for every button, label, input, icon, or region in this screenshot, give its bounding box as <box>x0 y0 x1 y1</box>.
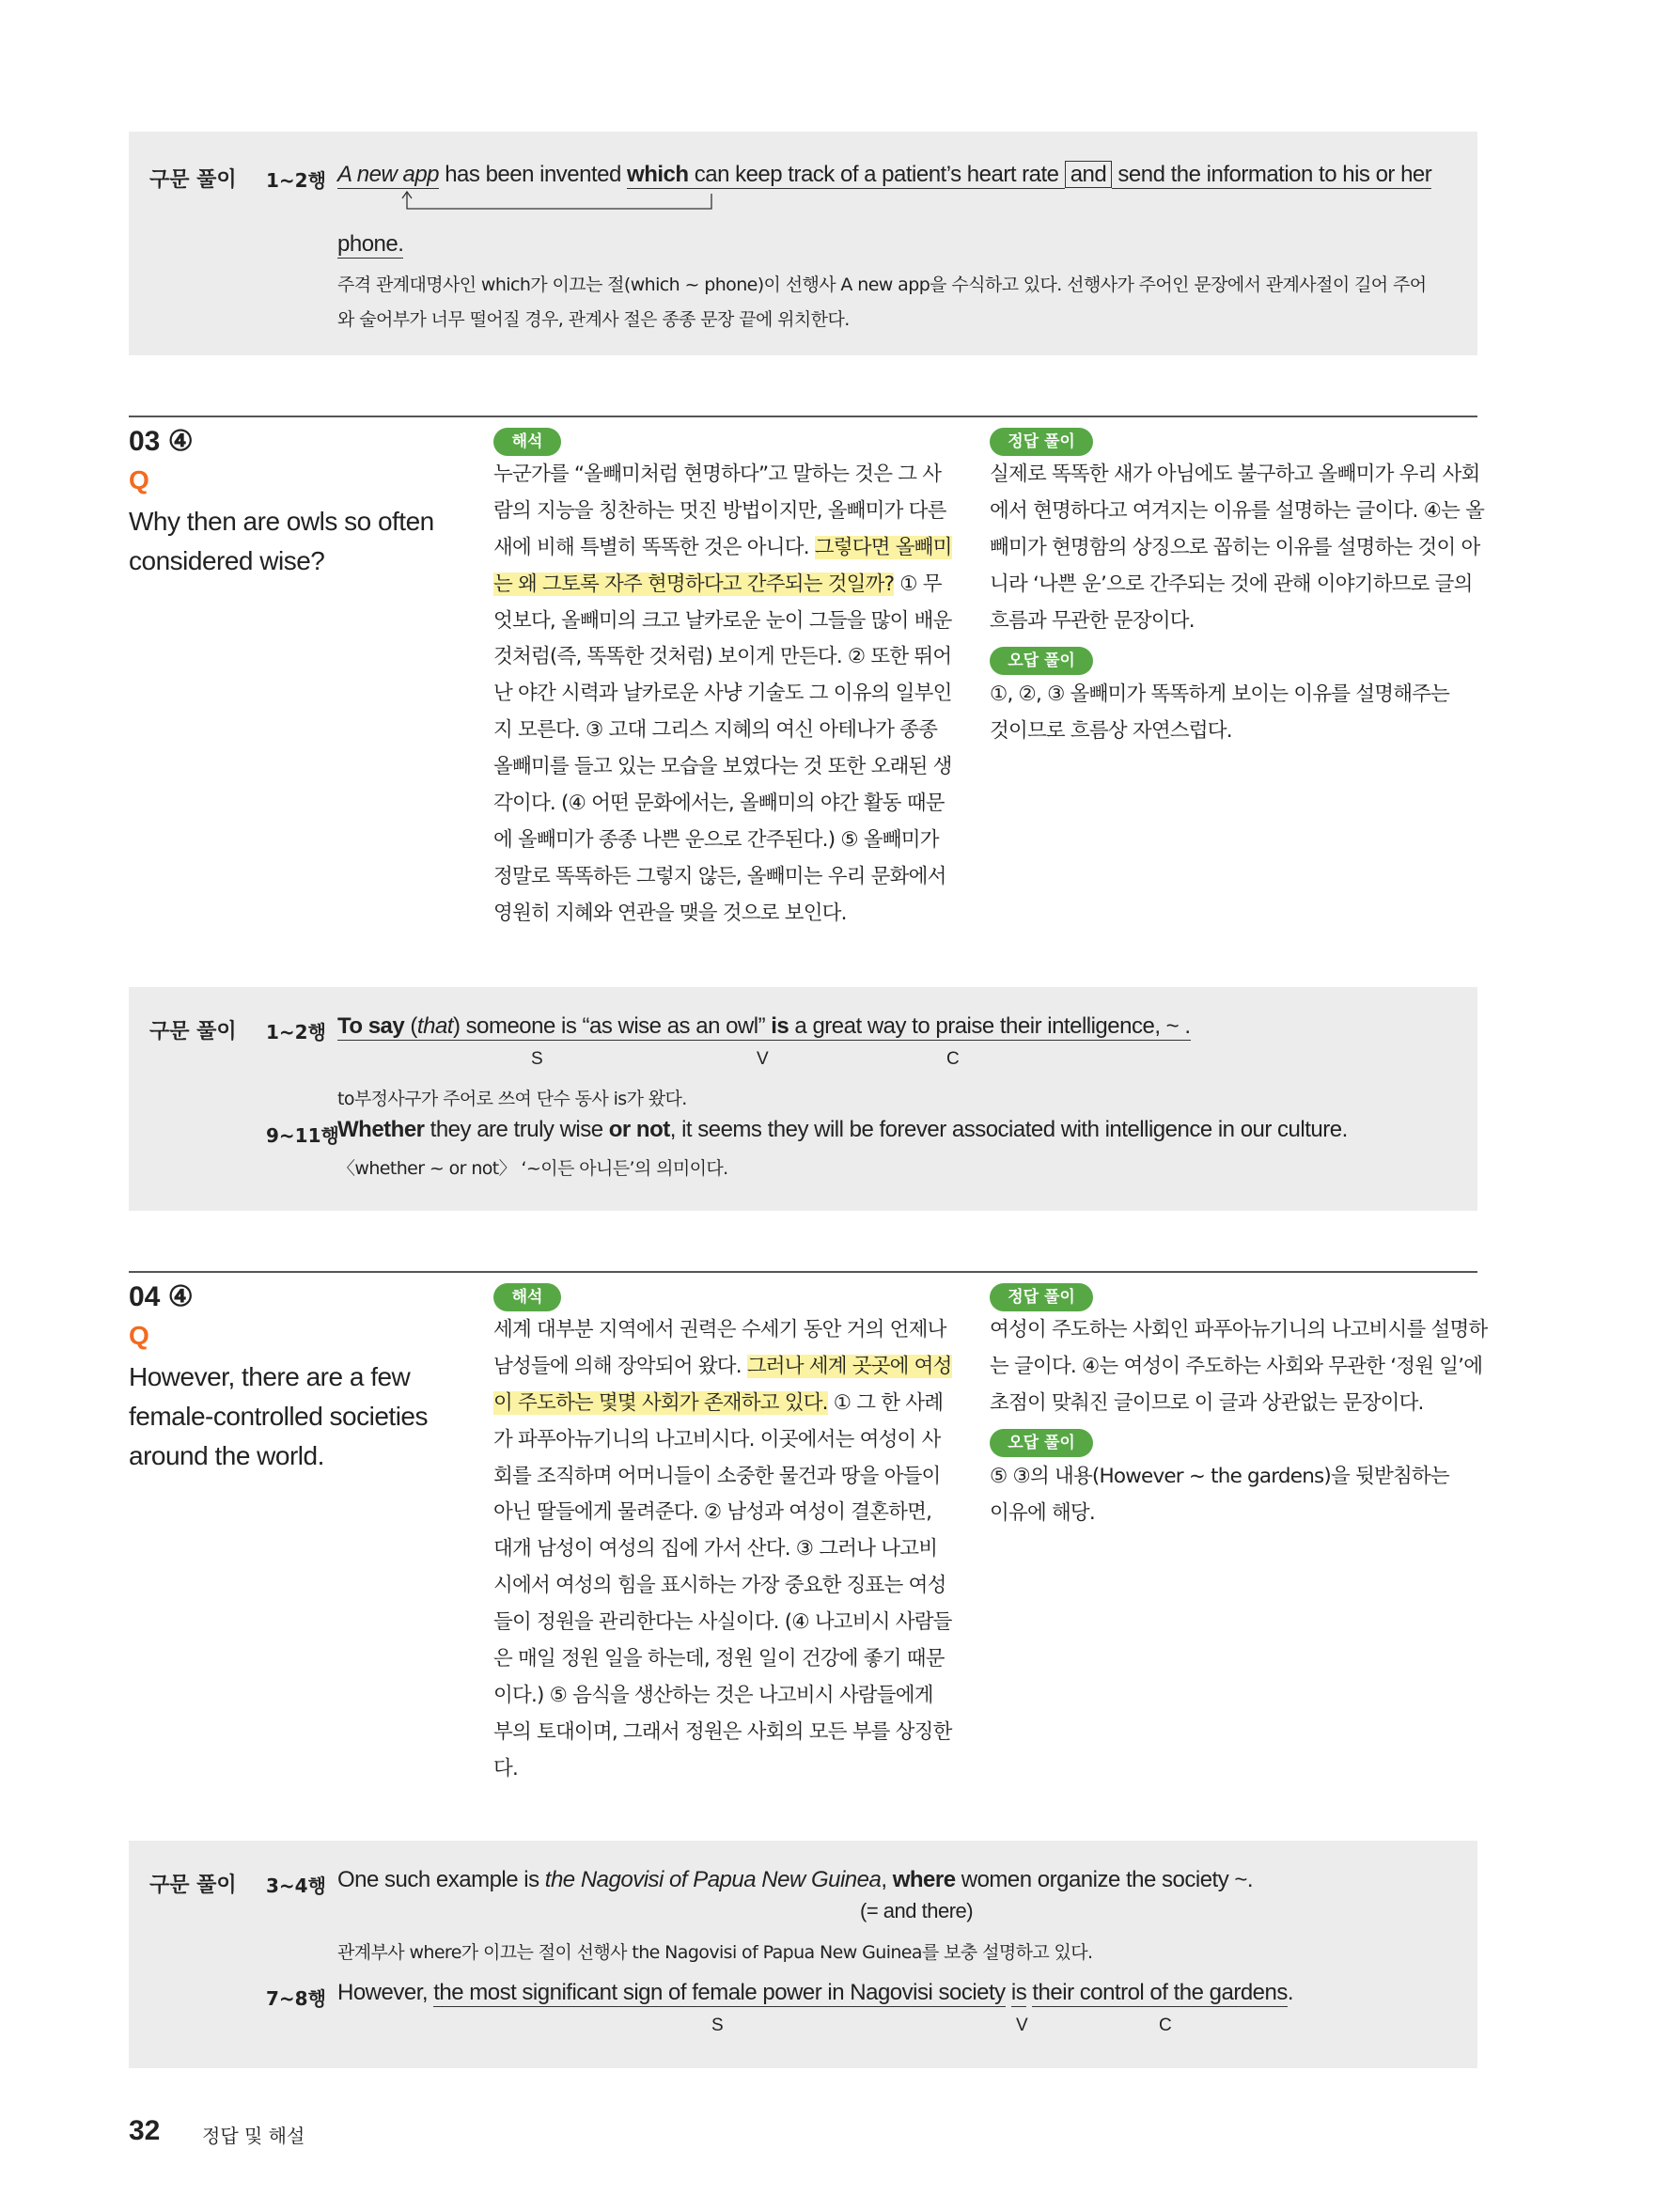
antecedent: A new app <box>337 162 440 187</box>
line-number: 1~2행 <box>266 1021 326 1043</box>
verb-label: V <box>757 1049 769 1069</box>
line-number: 7~8행 <box>266 1987 326 2010</box>
question-number: 03 ④ <box>129 426 194 457</box>
wrong-answer-badge: 오답 풀이 <box>990 647 1093 675</box>
syntax-label: 구문 풀이 <box>149 1874 237 1897</box>
highlight: 그렇다면 올빼미 <box>814 535 952 559</box>
explanation-note: 〈whether ~ or not〉 ‘~이든 아니든’의 의미이다. <box>337 1158 728 1179</box>
footer-label: 정답 및 해설 <box>202 2125 305 2147</box>
answer-explanation: 여성이 주도하는 사회인 파푸아뉴기니의 나고비시를 설명하 는 글이다. ④는 여성이 주도하는 사회와 무관한 ‘정원 일’에 초점이 맞춰진 글이므로 이 글과 상관없는 문장이다. <box>990 1318 1488 1415</box>
sentence-line: Whether they are truly wise or not, it seems they will be forever associated with intelligence in our culture. <box>337 1117 1348 1142</box>
line-number: 1~2행 <box>266 169 326 192</box>
subject-label: S <box>711 2016 724 2035</box>
question-number: 04 ④ <box>129 1281 194 1312</box>
main-verb: is <box>771 1013 789 1039</box>
wrong-answer-explanation: ⑤ ③의 내용(However ~ the gardens)을 뒷받침하는 이유에 해당. <box>990 1465 1449 1525</box>
line-number: 3~4행 <box>266 1875 326 1897</box>
wrong-answer-badge: 오답 풀이 <box>990 1429 1093 1457</box>
relative-adverb: where <box>892 1867 956 1892</box>
antecedent: the Nagovisi of Papua New Guinea <box>544 1867 882 1892</box>
question-text: However, there are a few female-controlled societies around the world. <box>129 1362 428 1470</box>
answer-explanation: 실제로 똑똑한 새가 아님에도 불구하고 올빼미가 우리 사회 에서 현명하다고 여겨지는 이유를 설명하는 글이다. ④는 올 빼미가 현명함의 상징으로 꼽히는 이유를 설명하는 것이 아 니라 ‘나쁜 운’으로 간주되는 것에 관해 이야기하므로 글의 흐름과 무관한 문장이다. <box>990 463 1485 633</box>
subject-label: S <box>531 1049 543 1069</box>
question-mark-icon: Q <box>129 1321 149 1350</box>
interpretation-badge: 해석 <box>493 428 561 456</box>
syntax-box-2 <box>129 987 1477 1211</box>
paraphrase: (= and there) <box>860 1899 974 1922</box>
explanation-note: to부정사구가 주어로 쓰여 단수 동사 is가 왔다. <box>337 1089 687 1109</box>
interpretation-text: 세계 대부분 지역에서 권력은 수세기 동안 거의 언제나 남성들에 의해 장악되어 왔다. 그러나 세계 곳곳에 여성 이 주도하는 몇몇 사회가 존재하고 있다. ① 그 한 사례 가 파푸아뉴기니의 나고비시다. 이곳에서는 여성이 사 회를 조직하며 어머니들이 소중한 물건과 땅을 아들이 아닌 딸들에게 물려준다. ② 남성과 여성이 결혼하면, 대개 남성이 여성의 집에 가서 산다. ③ 그러나 나고비 시에서 여성의 힘을 표시하는 가장 중요한 징표는 여성 들이 정원을 관리한다는 사실이다. (④ 나고비시 사람들 은 매일 정원 일을 하는데, 정원 일이 건강에 좋기 때문 이다.) ⑤ 음식을 생산하는 것은 나고비시 사람들에게 부의 토대이며, 그래서 정원은 사회의 모든 부를 상징한 다. <box>493 1318 952 1781</box>
highlight: 이 주도하는 몇몇 사회가 존재하고 있다. <box>493 1390 828 1415</box>
sentence-line: A new app has been invented which can keep track of a patient’s heart rate and send the information to his or her <box>337 162 1432 187</box>
highlight: 는 왜 그토록 자주 현명하다고 간주되는 것일까? <box>493 572 895 596</box>
sentence-line-continued: phone. <box>337 231 404 257</box>
question-text: Why then are owls so often considered wise? <box>129 507 434 575</box>
question-mark-icon: Q <box>129 465 149 494</box>
explanation-note: 관계부사 where가 이끄는 절이 선행사 the Nagovisi of Papua New Guinea를 보충 설명하고 있다. <box>337 1942 1093 1963</box>
complement-label: C <box>946 1049 960 1069</box>
boxed-conjunction: and <box>1065 161 1113 188</box>
highlight: 그러나 세계 곳곳에 여성 <box>746 1354 952 1378</box>
explanation-note: 와 술어부가 너무 떨어질 경우, 관계사 절은 종종 문장 끝에 위치한다. <box>337 309 850 330</box>
syntax-box-1 <box>129 132 1477 355</box>
syntax-box-3 <box>129 1841 1477 2068</box>
syntax-label: 구문 풀이 <box>149 1020 237 1043</box>
modifier-arrow <box>401 190 721 220</box>
sentence-line: To say (that) someone is “as wise as an owl” is a great way to praise their intelligence, ~ . <box>337 1013 1191 1039</box>
answer-badge: 정답 풀이 <box>990 428 1093 456</box>
relative-pronoun: which <box>627 162 689 187</box>
syntax-label: 구문 풀이 <box>149 168 237 192</box>
explanation-note: 주격 관계대명사인 which가 이끄는 절(which ~ phone)이 선행사 A new app을 수식하고 있다. 선행사가 주어인 문장에서 관계사절이 길어 주어 <box>337 275 1427 295</box>
wrong-answer-explanation: ①, ②, ③ 올빼미가 똑똑하게 보이는 이유를 설명해주는 것이므로 흐름상 자연스럽다. <box>990 682 1450 743</box>
complement-label: C <box>1159 2016 1172 2035</box>
section-divider <box>129 416 1477 417</box>
verb-label: V <box>1016 2016 1028 2035</box>
sentence-line: However, the most significant sign of female power in Nagovisi society is their control of the gardens. <box>337 1980 1294 2005</box>
answer-badge: 정답 풀이 <box>990 1283 1093 1311</box>
sentence-line: One such example is the Nagovisi of Papua New Guinea, where women organize the society ~. <box>337 1867 1254 1892</box>
interpretation-text: 누군가를 “올빼미처럼 현명하다”고 말하는 것은 그 사 람의 지능을 칭찬하는 멋진 방법이지만, 올빼미가 다른 새에 비해 특별히 똑똑한 것은 아니다. 그렇다면 올빼미 는 왜 그토록 자주 현명하다고 간주되는 것일까? ① 무 엇보다, 올빼미의 크고 날카로운 눈이 그들을 많이 배운 것처럼(즉, 똑똑한 것처럼) 보이게 만든다. ② 또한 뛰어 난 야간 시력과 날카로운 사냥 기술도 그 이유의 일부인 지 모른다. ③ 고대 그리스 지혜의 여신 아테나가 종종 올빼미를 들고 있는 모습을 보였다는 것 또한 오래된 생 각이다. (④ 어떤 문화에서는, 올빼미의 야간 활동 때문 에 올빼미가 종종 나쁜 운으로 간주된다.) ⑤ 올빼미가 정말로 똑똑하든 그렇지 않든, 올빼미는 우리 문화에서 영원히 지혜와 연관을 맺을 것으로 보인다. <box>493 463 952 925</box>
page-number: 32 <box>129 2115 161 2146</box>
line-number: 9~11행 <box>266 1124 339 1147</box>
section-divider <box>129 1271 1477 1273</box>
interpretation-badge: 해석 <box>493 1283 561 1311</box>
